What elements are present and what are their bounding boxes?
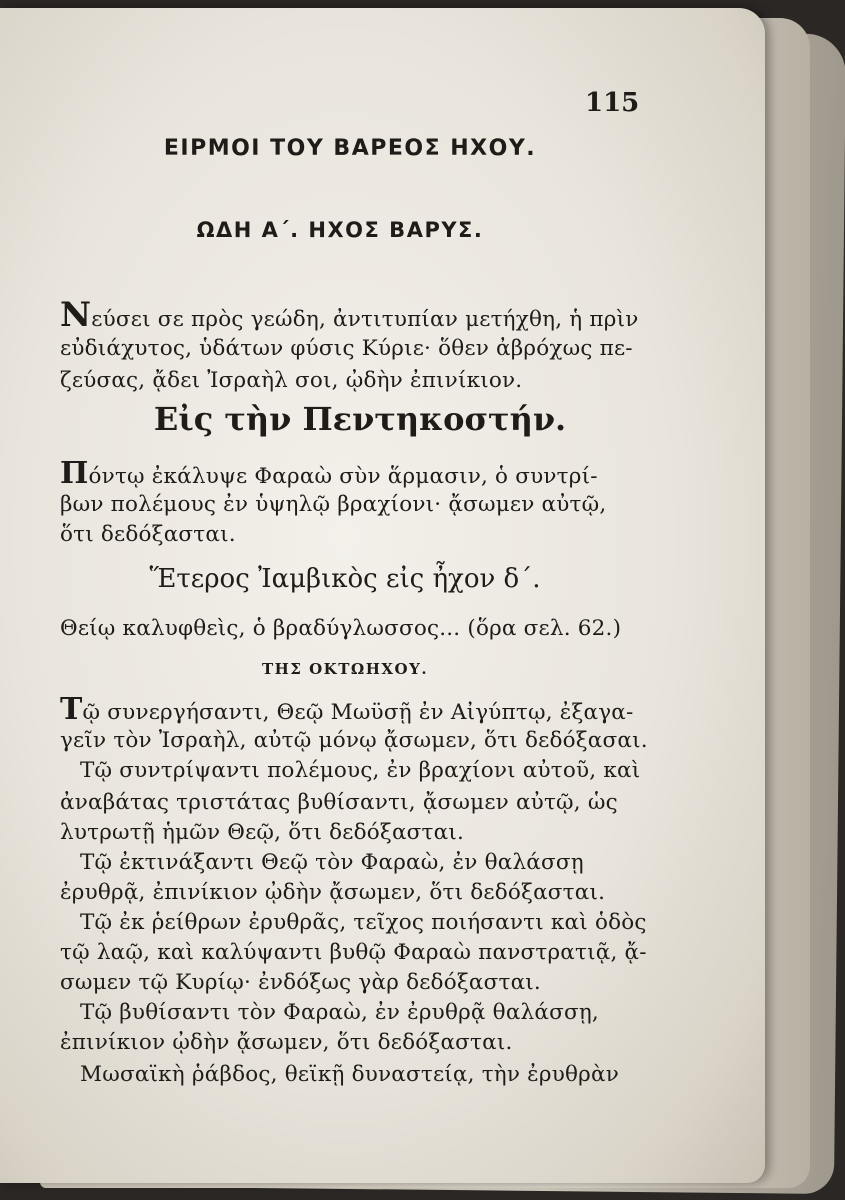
oktoechos-line-8: Τῷ ἐκ ῥείθρων ἐρυθρᾶς, τεῖχος ποιήσαντι καὶ ὁδὸς (80, 910, 647, 935)
page-number: 115 (585, 88, 640, 118)
ode-title: ΩΔΗ Α΄. ΗΧΟΣ ΒΑΡΥΣ. (196, 218, 484, 242)
iambic-heading: Ἕτερος Ἰαμβικὸς εἰς ἦχον δ΄. (149, 564, 541, 594)
irmos-line-2: εὐδιάχυτος, ὑδάτων φύσις Κύριε· ὅθεν ἀβρόχως πε- (60, 336, 633, 361)
oktoechos-line-2: γεῖν τὸν Ἰσραὴλ, αὐτῷ μόνῳ ᾄσωμεν, ὅτι δεδόξασαι. (60, 728, 648, 753)
oktoechos-line-10: σωμεν τῷ Κυρίῳ· ἐνδόξως γὰρ δεδόξασται. (60, 970, 541, 995)
oktoechos-heading: ΤΗΣ ΟΚΤΩΗΧΟΥ. (261, 660, 429, 678)
oktoechos-line-5: λυτρωτῇ ἡμῶν Θεῷ, ὅτι δεδόξασται. (60, 820, 465, 845)
oktoechos-line-4: ἀναβάτας τριστάτας βυθίσαντι, ᾄσωμεν αὐτῷ, ὡς (60, 790, 618, 815)
oktoechos-line-6: Τῷ ἐκτινάξαντι Θεῷ τὸν Φαραὼ, ἐν θαλάσσῃ (80, 850, 584, 875)
irmos-line-1: Νεύσει σε πρὸς γεώδη, ἀντιτυπίαν μετήχθη, ἡ πρὶν (60, 295, 639, 335)
drop-cap: Π (60, 456, 89, 491)
irmos-line-3: ζεύσας, ᾄδει Ἰσραὴλ σοι, ᾠδὴν ἐπινίκιον. (60, 368, 523, 393)
oktoechos-line-3: Τῷ συντρίψαντι πολέμους, ἐν βραχίονι αὐτοῦ, καὶ (80, 758, 641, 783)
oktoechos-line-9: τῷ λαῷ, καὶ καλύψαντι βυθῷ Φαραὼ πανστρατιᾷ, ᾄ- (60, 940, 647, 965)
page-header: ΕΙΡΜΟΙ ΤΟΥ ΒΑΡΕΟΣ ΗΧΟΥ. (163, 136, 537, 161)
drop-cap: Ν (60, 295, 92, 335)
pentecost-heading: Εἰς τὴν Πεντηκοστήν. (153, 400, 567, 438)
drop-cap: Τ (60, 692, 83, 727)
pentecost-line-3: ὅτι δεδόξασται. (60, 522, 236, 547)
book-page (0, 8, 765, 1183)
oktoechos-line-1: Τῷ συνεργήσαντι, Θεῷ Μωϋσῇ ἐν Αἰγύπτῳ, ἐξαγα- (60, 692, 634, 727)
oktoechos-line-13: Μωσαϊκὴ ῥάβδος, θεϊκῇ δυναστείᾳ, τὴν ἐρυθρὰν (80, 1062, 620, 1087)
oktoechos-line-7: ἐρυθρᾷ, ἐπινίκιον ᾠδὴν ᾄσωμεν, ὅτι δεδόξασται. (60, 880, 606, 905)
iambic-line-1: Θείῳ καλυφθεὶς, ὁ βραδύγλωσσος... (ὅρα σελ. 62.) (60, 616, 622, 641)
oktoechos-line-11: Τῷ βυθίσαντι τὸν Φαραὼ, ἐν ἐρυθρᾷ θαλάσσῃ, (80, 1000, 599, 1025)
pentecost-line-1: Πόντῳ ἐκάλυψε Φαραὼ σὺν ἅρμασιν, ὁ συντρί- (60, 456, 598, 491)
pentecost-line-2: βων πολέμους ἐν ὑψηλῷ βραχίονι· ᾄσωμεν αὐτῷ, (60, 492, 607, 517)
oktoechos-line-12: ἐπινίκιον ᾠδὴν ᾄσωμεν, ὅτι δεδόξασται. (60, 1030, 513, 1055)
